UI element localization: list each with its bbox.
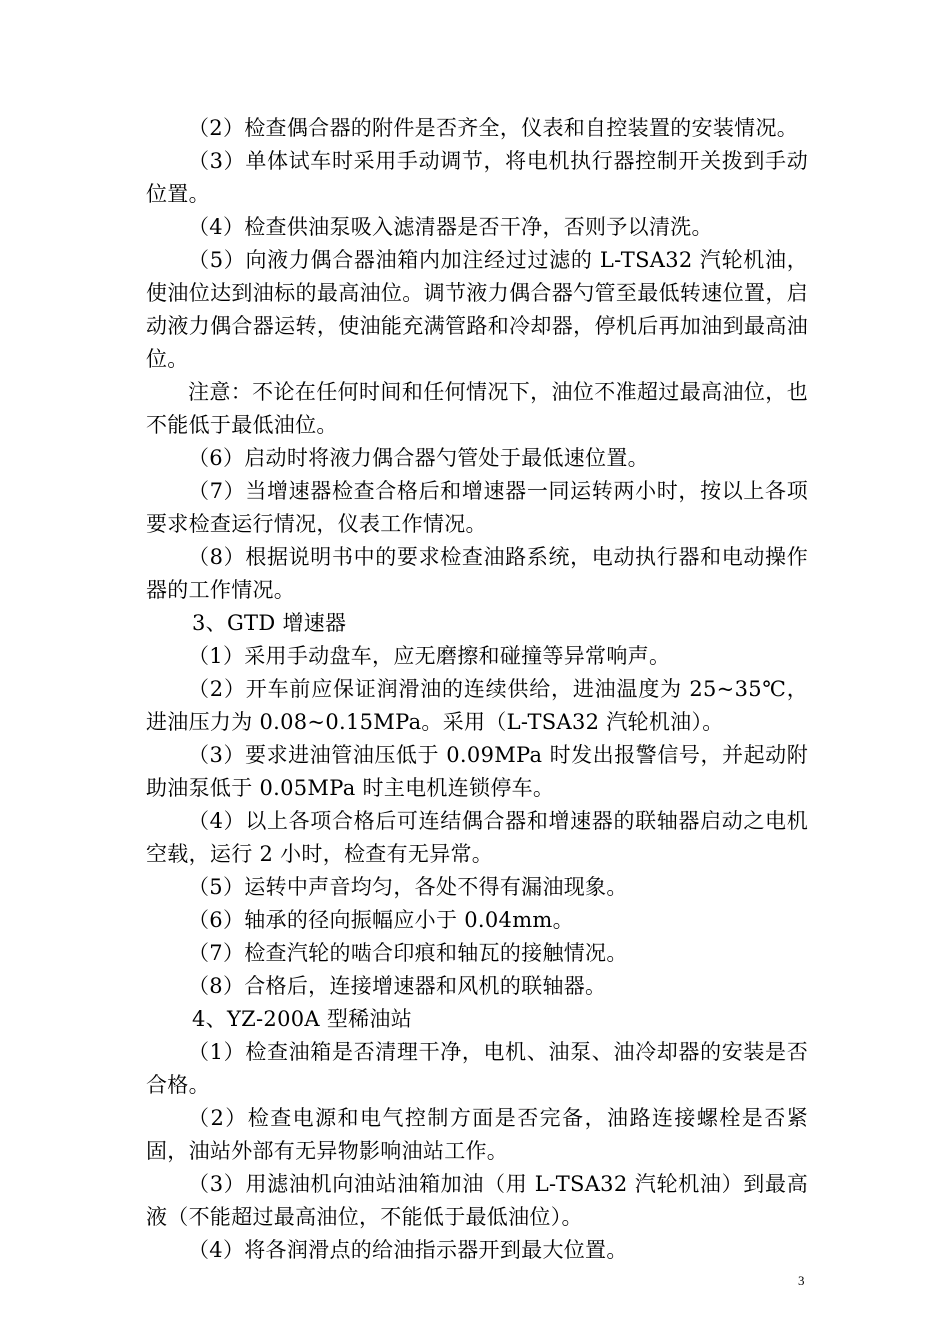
paragraph-no-load-run: （4）以上各项合格后可连结偶合器和增速器的联轴器启动之电机空载，运行 2 小时，检查有无异常。 [146,809,808,866]
section-heading-oil-station: 4、YZ-200A 型稀油站 [192,1007,413,1031]
paragraph-oil-filling: （5）向液力偶合器油箱内加注经过过滤的 L-TSA32 汽轮机油，使油位达到油标的最高油位。调节液力偶合器勺管至最低转速位置，启动液力偶合器运转，使油能充满管路和冷却器，停机后再加油到最高油位。 [146,248,808,371]
paragraph-oil-station-filling: （3）用滤油机向油站油箱加油（用 L-TSA32 汽轮机油）到最高液（不能超过最高油位，不能低于最低油位）。 [146,1172,808,1229]
section-heading-gtd-gearbox: 3、GTD 增速器 [192,611,347,635]
document-body [146,112,808,1267]
paragraph-manual-turning: （1）采用手动盘车，应无磨擦和碰撞等异常响声。 [188,644,671,668]
paragraph-lubrication-supply: （2）开车前应保证润滑油的连续供给，进油温度为 25~35℃，进油压力为 0.08~0.15MPa。采用（L-TSA32 汽轮机油）。 [146,677,808,734]
paragraph-startup-position: （6）启动时将液力偶合器勺管处于最低速位置。 [188,446,649,470]
paragraph-filter-check: （4）检查供油泵吸入滤清器是否干净，否则予以清洗。 [188,215,713,239]
paragraph-sound-leak: （5）运转中声音均匀，各处不得有漏油现象。 [188,875,628,899]
paragraph-joint-run: （7）当增速器检查合格后和增速器一同运转两小时，按以上各项要求检查运行情况，仪表工作情况。 [146,479,808,536]
paragraph-oil-level-note: 注意：不论在任何时间和任何情况下，油位不准超过最高油位，也不能低于最低油位。 [146,380,808,437]
paragraph-electrical-check: （2）检查电源和电气控制方面是否完备，油路连接螺栓是否紧固，油站外部有无异物影响油站工作。 [146,1106,808,1163]
paragraph-fan-coupling: （8）合格后，连接增速器和风机的联轴器。 [188,974,607,998]
paragraph-pressure-alarm: （3）要求进油管油压低于 0.09MPa 时发出报警信号，并起动附助油泵低于 0.05MPa 时主电机连锁停车。 [146,743,808,800]
page-number: 3 [798,1273,805,1288]
paragraph-bearing-vibration: （6）轴承的径向振幅应小于 0.04mm。 [188,908,574,932]
paragraph-manual-adjustment: （3）单体试车时采用手动调节，将电机执行器控制开关拨到手动位置。 [146,149,808,206]
paragraph-coupler-accessories: （2）检查偶合器的附件是否齐全，仪表和自控装置的安装情况。 [188,116,799,140]
paragraph-tank-check: （1）检查油箱是否清理干净，电机、油泵、油冷却器的安装是否合格。 [146,1040,808,1097]
paragraph-gear-contact: （7）检查汽轮的啮合印痕和轴瓦的接触情况。 [188,941,628,965]
paragraph-oil-indicator: （4）将各润滑点的给油指示器开到最大位置。 [188,1238,628,1262]
paragraph-oil-circuit-check: （8）根据说明书中的要求检查油路系统，电动执行器和电动操作器的工作情况。 [146,545,808,602]
